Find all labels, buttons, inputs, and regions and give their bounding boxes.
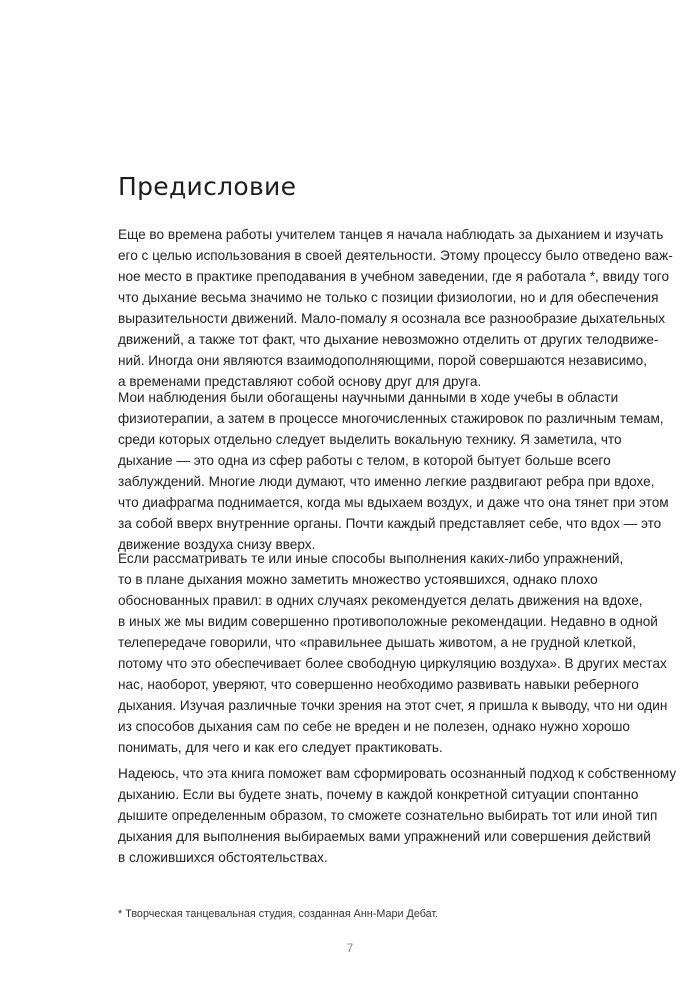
paragraph-line: телепередаче говорили, что «правильнее дышать животом, а не грудной клеткой, [118,635,637,650]
paragraph-line: выразительности движений. Мало-помалу я осознала все разнообразие дыхательных [118,311,666,326]
paragraph-line: из способов дыхания сам по себе не вреден и не полезен, однако нужно хорошо [118,719,630,734]
paragraph-line: обоснованных правил: в одних случаях рекомендуется делать движения на вдохе, [118,593,643,608]
paragraph-line: Еще во времена работы учителем танцев я начала наблюдать за дыханием и изучать [118,227,664,242]
page-number: 7 [346,941,354,955]
paragraph-line: что дыхание весьма значимо не только с позиции физиологии, но и для обеспечения [118,290,659,305]
paragraph-line: в сложившихся обстоятельствах. [118,850,328,865]
paragraph-line: дыхание — это одна из сфер работы с телом, в которой бытует больше всего [118,453,611,468]
footnote: * Творческая танцевальная студия, созданная Анн-Мари Дебат. [118,908,439,920]
paragraph-line: Надеюсь, что эта книга поможет вам сформировать осознанный подход к собственному [118,766,677,781]
paragraph-line: то в плане дыхания можно заметить множество устоявшихся, однако плохо [118,572,598,587]
paragraph-4 [118,763,677,868]
paragraph-line: Мои наблюдения были обогащены научными данными в ходе учебы в области [118,390,619,405]
paragraph-line: физиотерапии, а затем в процессе многочисленных стажировок по различным темам, [118,411,664,426]
paragraph-line: среди которых отдельно следует выделить вокальную технику. Я заметила, что [118,432,622,447]
paragraph-2 [118,387,669,555]
paragraph-3 [118,548,668,758]
paragraph-line: дыхания. Изучая различные точки зрения на этот счет, я пришла к выводу, что ни один [118,698,668,713]
paragraph-line: его с целью использования в своей деятельности. Этому процессу было отведено важ- [118,248,673,263]
paragraph-line: потому что это обеспечивает более свободную циркуляцию воздуха». В других местах [118,656,667,671]
paragraph-1 [118,224,673,392]
paragraph-line: дыхания для выполнения выбираемых вами упражнений или совершения действий [118,829,651,844]
paragraph-line: понимать, для чего и как его следует практиковать. [118,740,443,755]
paragraph-line: ное место в практике преподавания в учебном заведении, где я работала *, ввиду того [118,269,670,284]
chapter-title: Предисловие [118,172,297,201]
paragraph-line: дыханию. Если вы будете знать, почему в каждой конкретной ситуации спонтанно [118,787,639,802]
paragraph-line: нас, наоборот, уверяют, что совершенно необходимо развивать навыки реберного [118,677,639,692]
paragraph-line: за собой вверх внутренние органы. Почти каждый представляет себе, что вдох — это [118,516,662,531]
paragraph-line: Если рассматривать те или иные способы выполнения каких-либо упражнений, [118,551,624,566]
paragraph-line: движение воздуха снизу вверх. [118,537,316,552]
paragraph-line: ний. Иногда они являются взаимодополняющими, порой совершаются независимо, [118,353,647,368]
paragraph-line: заблуждений. Многие люди думают, что именно легкие раздвигают ребра при вдохе, [118,474,655,489]
paragraph-line: а временами представляют собой основу друг для друга. [118,374,482,389]
paragraph-line: дышите определенным образом, то сможете сознательно выбирать тот или иной тип [118,808,658,823]
paragraph-line: что диафрагма поднимается, когда мы вдыхаем воздух, и даже что она тянет при этом [118,495,669,510]
paragraph-line: движений, а также тот факт, что дыхание невозможно отделить от других телодвиже- [118,332,659,347]
paragraph-line: в иных же мы видим совершенно противоположные рекомендации. Недавно в одной [118,614,658,629]
